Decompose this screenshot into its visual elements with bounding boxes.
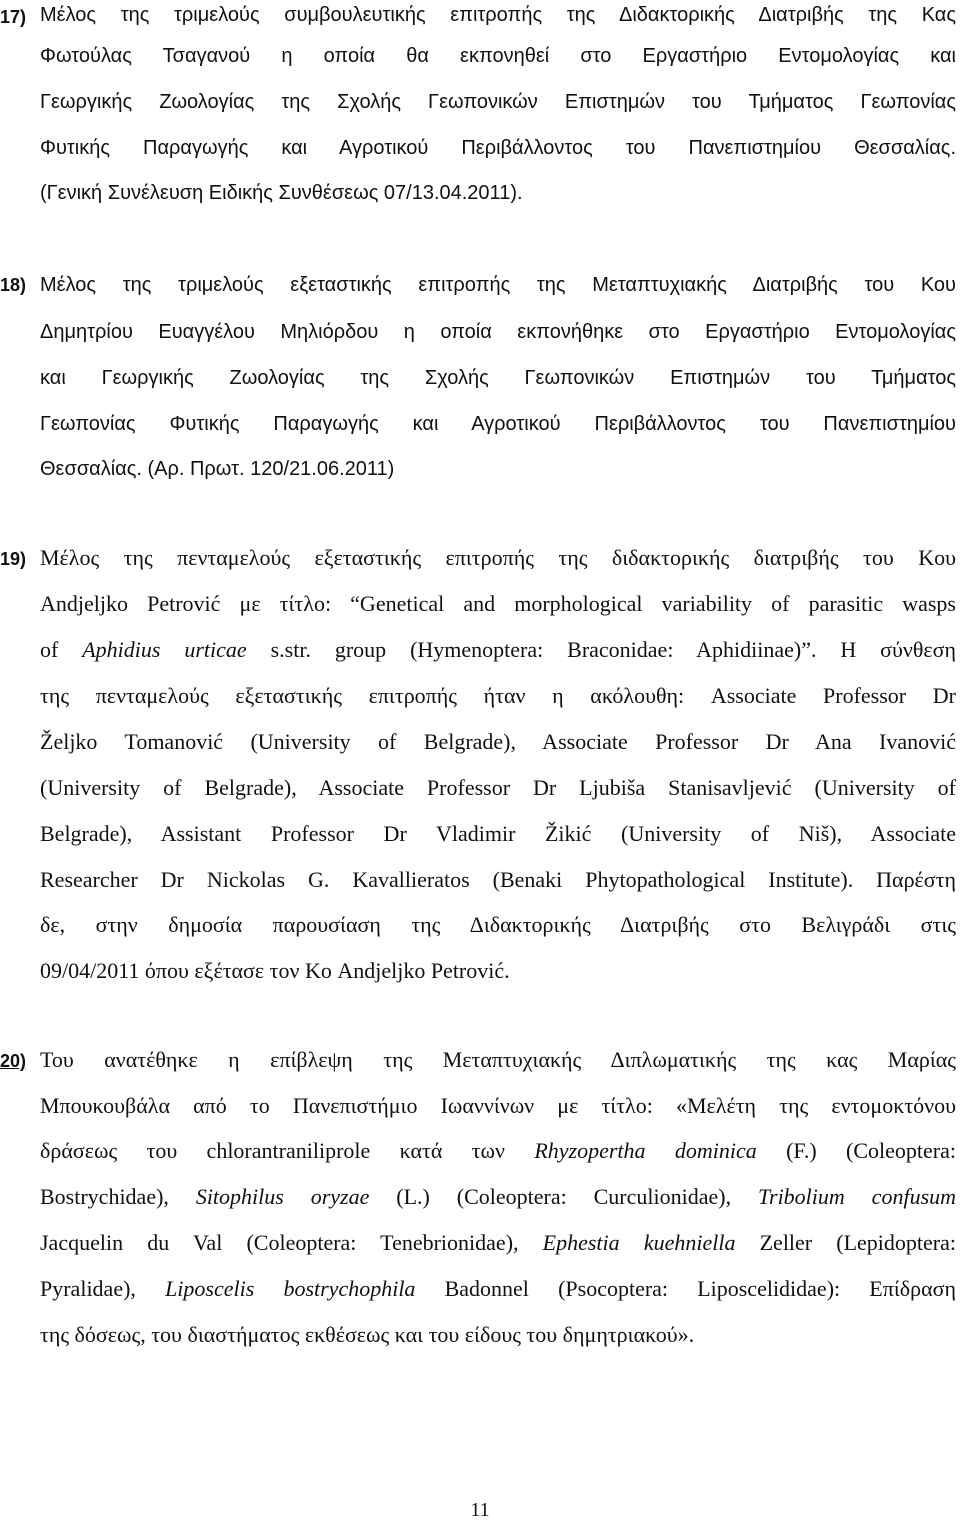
entry-line: Φυτικής Παραγωγής και Αγροτικού Περιβάλλοντος του Πανεπιστημίου Θεσσαλίας. xyxy=(40,137,956,159)
entry-line: Γεωργικής Ζωολογίας της Σχολής Γεωπονικών Επιστημών του Τμήματος Γεωπονίας xyxy=(40,91,956,113)
entry-line xyxy=(40,635,956,665)
entry-line: Μέλος της πενταμελούς εξεταστικής επιτροπής της διδακτορικής διατριβής του Κου xyxy=(40,545,956,570)
species-name: Liposcelis bostrychophila xyxy=(165,1276,416,1301)
text-run: of xyxy=(40,637,59,662)
entry-line: Μέλος της τριμελούς εξεταστικής επιτροπής της Μεταπτυχιακής Διατριβής του Κου xyxy=(40,274,956,296)
entry-line: Researcher Dr Nickolas G. Kavallieratos (Benaki Phytopathological Institute). Παρέστη xyxy=(40,867,956,892)
entry-line: (Γενική Συνέλευση Ειδικής Συνθέσεως 07/13.04.2011). xyxy=(40,182,523,204)
entry-line: Γεωπονίας Φυτικής Παραγωγής και Αγροτικού Περιβάλλοντος του Πανεπιστημίου xyxy=(40,413,956,435)
entry-line: της δόσεως, του διαστήματος εκθέσεως και του είδους του δημητριακού». xyxy=(40,1322,695,1347)
entry-line: της πενταμελούς εξεταστικής επιτροπής ήταν η ακόλουθη: Associate Professor Dr xyxy=(40,683,956,708)
species-name: Rhyzopertha dominica xyxy=(534,1138,757,1163)
entry-line: δε, στην δημοσία παρουσίαση της Διδακτορικής Διατριβής στο Βελιγράδι στις xyxy=(40,912,956,937)
entry-line: 09/04/2011 όπου εξέτασε τον Κο Andjeljko Petrović. xyxy=(40,958,510,983)
entry-line xyxy=(40,1274,956,1304)
entry-line: Φωτούλας Τσαγανού η οποία θα εκπονηθεί στο Εργαστήριο Εντομολογίας και xyxy=(40,45,956,67)
text-run: Bostrychidae), xyxy=(40,1184,169,1209)
entry-number: 18) xyxy=(0,275,27,295)
entry-line xyxy=(40,1228,956,1258)
text-run: Zeller (Lepidoptera: xyxy=(759,1230,957,1255)
entry-line: Belgrade), Assistant Professor Dr Vladimir Žikić (University of Niš), Associate xyxy=(40,821,956,846)
species-name: Sitophilus oryzae xyxy=(195,1184,370,1209)
page-number: 11 xyxy=(470,1499,490,1521)
entry-line: Andjeljko Petrović με τίτλο: “Genetical and morphological variability of parasitic wasps xyxy=(40,591,956,616)
entry-line xyxy=(40,1182,956,1212)
entry-number: 19) xyxy=(0,549,27,569)
text-run: s.str. group (Hymenoptera: Braconidae: Aphidiinae)”. Η σύνθεση xyxy=(270,637,956,662)
text-run: Jacquelin du Val (Coleoptera: Tenebrionidae), xyxy=(40,1230,519,1255)
entry-line: Μέλος της τριμελούς συμβουλευτικής επιτροπής της Διδακτορικής Διατριβής της Κας xyxy=(40,4,956,26)
entry-number: 17) xyxy=(0,7,27,27)
species-name: Tribolium confusum xyxy=(757,1184,957,1209)
species-name: Ephestia kuehniella xyxy=(542,1230,736,1255)
text-run: δράσεως του chlorantraniliprole κατά των xyxy=(40,1138,505,1163)
entry-line xyxy=(40,1136,956,1166)
entry-line: Μπουκουβάλα από το Πανεπιστήμιο Ιωαννίνων με τίτλο: «Μελέτη της εντομοκτόνου xyxy=(40,1093,956,1118)
entry-line: Θεσσαλίας. (Αρ. Πρωτ. 120/21.06.2011) xyxy=(40,458,395,480)
entry-line: και Γεωργικής Ζωολογίας της Σχολής Γεωπονικών Επιστημών του Τμήματος xyxy=(40,367,956,389)
entry-number: 20) xyxy=(0,1051,27,1071)
text-run: Pyralidae), xyxy=(40,1276,136,1301)
entry-line: Του ανατέθηκε η επίβλεψη της Μεταπτυχιακής Διπλωματικής της κας Μαρίας xyxy=(40,1047,956,1072)
text-run: Badonnel (Psocoptera: Liposcelididae): Επίδραση xyxy=(444,1276,956,1301)
entry-line: Željko Tomanović (University of Belgrade), Associate Professor Dr Ana Ivanović xyxy=(40,729,956,754)
text-run: (L.) (Coleoptera: Curculionidae), xyxy=(396,1184,732,1209)
text-run: (F.) (Coleoptera: xyxy=(786,1138,957,1163)
entry-line: Δημητρίου Ευαγγέλου Μηλιόρδου η οποία εκπονήθηκε στο Εργαστήριο Εντομολογίας xyxy=(40,321,956,343)
entry-line: (University of Belgrade), Associate Professor Dr Ljubiša Stanisavljević (University of xyxy=(40,775,956,800)
species-name: Aphidius urticae xyxy=(82,637,247,662)
